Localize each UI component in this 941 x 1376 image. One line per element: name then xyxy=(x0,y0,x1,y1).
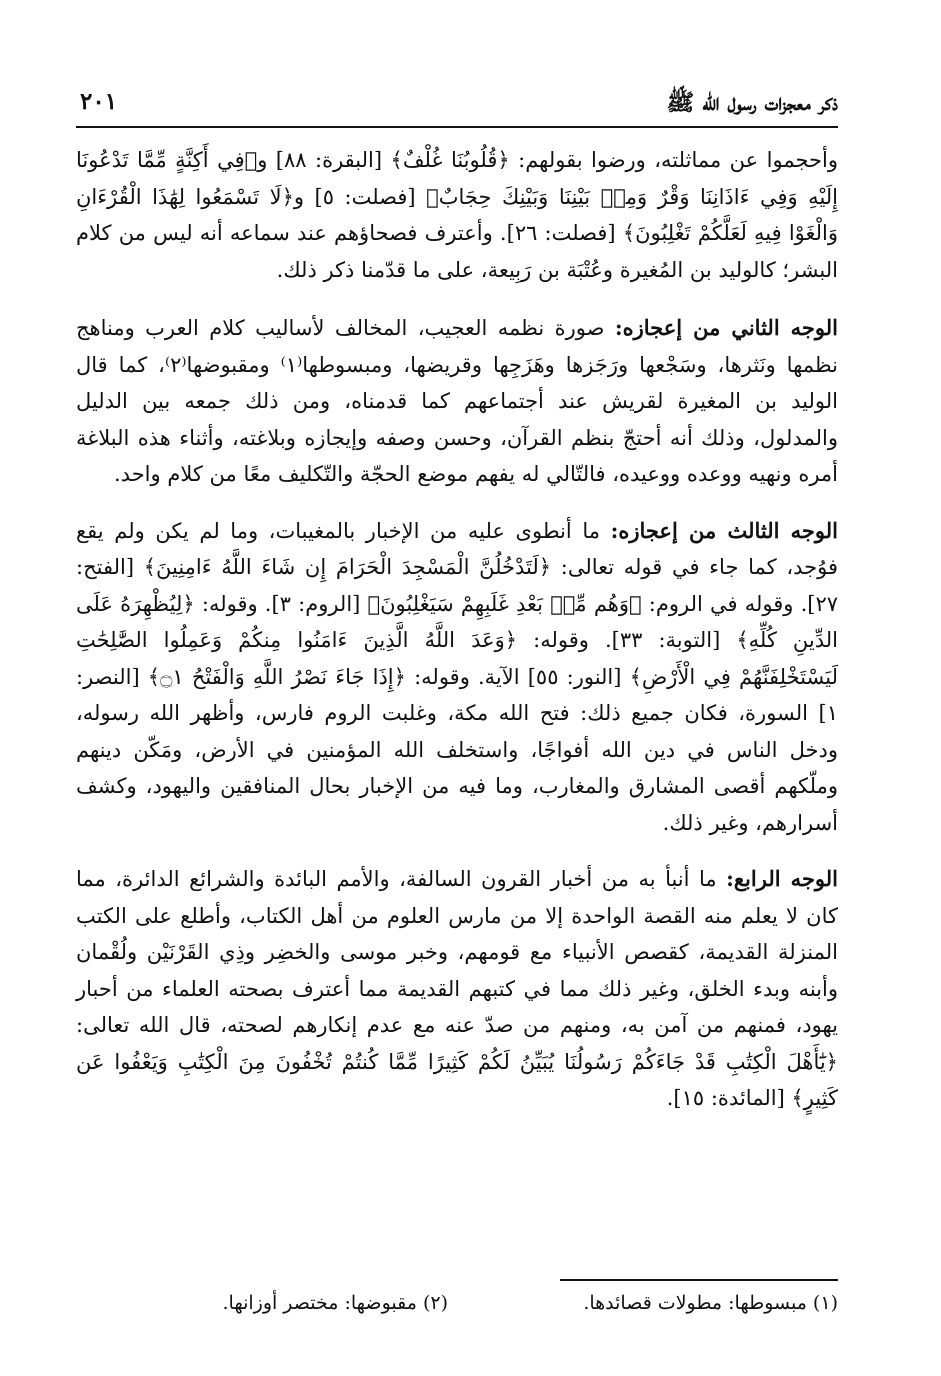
paragraph-2-text: صورة نظمه العجيب، المخالف لأساليب كلام العرب ومناهج نظمها ونَثرها، وسَجْعها ورَجَزها وهَزَجِها وقريضها، ومبسوطها⁽١⁾ ومقبوضها⁽٢⁾، كما قال الوليد بن المغيرة لقريش عند أجتماعهم كما قدمناه، ومن ذلك جمعه بين الدليل والمدلول، وذلك أنه أحتجّ بنظم القرآن، وحسن وصفه وإيجازه وبلاغته، وأثناء هذه البلاغة أمره ونهيه ووعده ووعيده، فالتّالي له يفهم موضع الحجّة والتّكليف معًا من كلام واحد. xyxy=(76,316,838,486)
footnote-1: (١) مبسوطها: مطولات قصائدها. xyxy=(583,1292,838,1314)
footnotes xyxy=(76,1292,838,1328)
paragraph-4-text: ما أنبأ به من أخبار القرون السالفة، والأمم البائدة والشرائع الدائرة، مما كان لا يعلم منه القصة الواحدة إلا من مارس العلوم من أهل الكتاب، وأطلع على الكتب المنزلة القديمة، كقصص الأنبياء مع قومهم، وخبر موسى والخضِر وذِي القَرْنَيْن ولُقْمان وأبنه وبدء الخلق، وغير ذلك مما في كتبهم القديمة مما أعترف بصحته العلماء من أحبار يهود، فمنهم من آمن به، ومنهم من صدّ عنه مع عدم إنكارهم لصحته، قال الله تعالى: ﴿يَٰٓأَهْلَ الْكِتَٰبِ قَدْ جَاءَكُمْ رَسُولُنَا يُبَيِّنُ لَكُمْ كَثِيرًا مِّمَّا كُنتُمْ تُخْفُونَ مِنَ الْكِتَٰبِ وَيَعْفُوا عَن كَثِيرٍ﴾ [المائدة: ١٥]. xyxy=(76,867,838,1110)
main-text xyxy=(76,142,838,1137)
page-number: ٢٠١ xyxy=(80,88,118,115)
footnote-2: (٢) مقبوضها: مختصر أوزانها. xyxy=(222,1292,448,1314)
paragraph-4-heading: الوجه الرابع: xyxy=(726,866,839,891)
running-title: ذكر معجزات رسول الله ﷺ xyxy=(666,89,838,116)
paragraph-3 xyxy=(76,513,838,842)
paragraph-2 xyxy=(76,310,838,493)
paragraph-1-text: وأحجموا عن مماثلته، ورضوا بقولهم: ﴿قُلُوبُنَا غُلْفٌ﴾ [البقرة: ٨٨] و﴿فِي أَكِنَّةٍ مِّمَّا تَدْعُونَا إِلَيْهِ وَفِي ءَاذَانِنَا وَقْرٌ وَمِنۢ بَيْنِنَا وَبَيْنِكَ حِجَابٌ﴾ [فصلت: ٥] و﴿لَا تَسْمَعُوا لِهَٰذَا الْقُرْءَانِ وَالْغَوْا فِيهِ لَعَلَّكُمْ تَغْلِبُونَ﴾ [فصلت: ٢٦]. وأعترف فصحاؤهم عند سماعه أنه ليس من كلام البشر؛ كالوليد بن المُغيرة وعُتْبَة بن رَبِيعة، على ما قدّمنا ذكر ذلك. xyxy=(76,148,839,282)
header-rule xyxy=(76,126,838,128)
paragraph-3-text: ما أنطوى عليه من الإخبار بالمغيبات، وما لم يكن ولم يقع فوُجد، كما جاء في قوله تعالى: ﴿لَتَدْخُلُنَّ الْمَسْجِدَ الْحَرَامَ إِن شَاءَ اللَّهُ ءَامِنِينَ﴾ [الفتح: ٢٧]. وقوله في الروم: ﴿وَهُم مِّنۢ بَعْدِ غَلَبِهِمْ سَيَغْلِبُونَ﴾ [الروم: ٣]. وقوله: ﴿لِيُظْهِرَهُ عَلَى الدِّينِ كُلِّهِ﴾ [التوبة: ٣٣]. وقوله: ﴿وَعَدَ اللَّهُ الَّذِينَ ءَامَنُوا مِنكُمْ وَعَمِلُوا الصَّٰلِحَٰتِ لَيَسْتَخْلِفَنَّهُمْ فِي الْأَرْضِ﴾ [النور: ٥٥] الآية. وقوله: ﴿إِذَا جَاءَ نَصْرُ اللَّهِ وَالْفَتْحُ ۝١﴾ [النصر: ١] السورة، فكان جميع ذلك: فتح الله مكة، وغلبت الروم فارس، وأظهر الله رسوله، ودخل الناس في دين الله أفواجًا، واستخلف الله المؤمنين في الأرض، ومَكّن دينهم وملّكهم أقصى المشارق والمغارب، وما فيه من الإخبار بحال المنافقين واليهود، وكشف أسرارهم، وغير ذلك. xyxy=(76,518,838,835)
paragraph-2-heading: الوجه الثاني من إعجازه: xyxy=(614,315,838,340)
page-header xyxy=(76,84,838,126)
footnote-rule xyxy=(560,1279,838,1281)
paragraph-3-heading: الوجه الثالث من إعجازه: xyxy=(610,517,838,543)
paragraph-4 xyxy=(76,861,838,1117)
paragraph-1 xyxy=(76,142,838,288)
